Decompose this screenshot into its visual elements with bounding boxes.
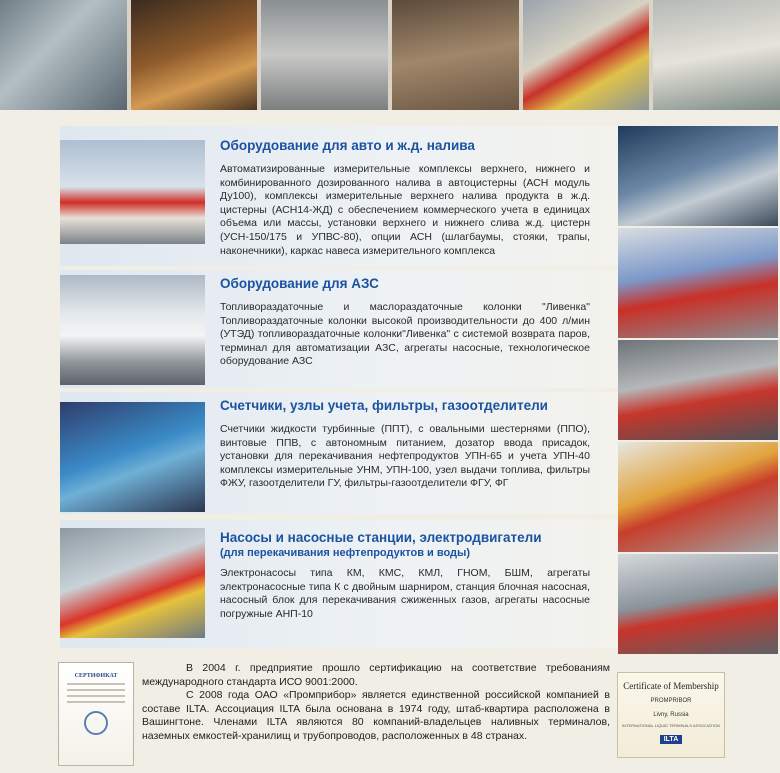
certificate-line xyxy=(67,701,125,703)
membership-title: Certificate of Membership xyxy=(623,681,719,691)
section-subtitle: (для перекачивания нефтепродуктов и воды) xyxy=(220,547,471,559)
photo-pump-assembly xyxy=(523,0,650,110)
image-tank-truck xyxy=(618,554,778,654)
image-metering-units xyxy=(60,402,205,512)
membership-association: INTERNATIONAL LIQUID TERMINALS ASSOCIATION xyxy=(622,723,720,728)
image-rail-terminal xyxy=(618,126,778,226)
photo-worker xyxy=(392,0,519,110)
section-body: Счетчики жидкости турбинные (ППТ), с овальными шестернями (ППО), винтовые ППВ, с автономным питанием, дозатор ввода присадок, установки для перекачивания нефтепродуктов УПН-65 и учета УПН-40 комплексы измерительные УНМ, УПН-100, узел выдачи топлива, фильтры ФЖУ, газоотделители ГУ, фильтры-газоотделители ФГУ, ФГ xyxy=(220,423,590,490)
section-title: Оборудование для АЗС xyxy=(220,276,379,291)
section-body: Электронасосы типа КМ, КМС, КМЛ, ГНОМ, БШМ, агрегаты электронасосные типа К с двойным шарниром, станция блочная насосная, насосный блок для перекачивания сжиженных газов, агрегаты насосные погружные АНП-10 xyxy=(220,567,590,620)
certificate-line xyxy=(67,683,125,685)
certificate-line xyxy=(67,695,125,697)
photo-welding xyxy=(131,0,258,110)
photo-assembly-line xyxy=(653,0,780,110)
image-tank-farm xyxy=(618,340,778,440)
image-filter-units xyxy=(618,442,778,552)
membership-location: Livny, Russia xyxy=(653,712,689,718)
certification-paragraph-iso: В 2004 г. предприятие прошло сертификацию на соответствие требованиям международного стандарта ИСО 9001:2000. xyxy=(142,662,610,688)
section-body: Топливораздаточные и маслораздаточные колонки "Ливенка" Топливораздаточные колонки высокой производительности до 400 л/мин (УТЭД) топливораздаточные колонки"Ливенка" с системой возврата паров, терминал для автоматизации АЗС, агрегаты насосные, технологическое оборудование АЗС xyxy=(220,301,590,368)
certificate-line xyxy=(67,689,125,691)
section-gas-station-equipment xyxy=(220,276,590,369)
certificate-heading: СЕРТИФИКАТ xyxy=(74,673,118,679)
section-pumps xyxy=(220,530,590,621)
section-title: Насосы и насосные станции, электродвигатели xyxy=(220,530,542,545)
image-loading-arms xyxy=(618,228,778,338)
ilta-membership-certificate xyxy=(617,672,725,758)
membership-company: PROMPRIBOR xyxy=(650,698,692,704)
section-title: Оборудование для авто и ж.д. налива xyxy=(220,138,475,153)
photo-cnc-machine xyxy=(0,0,127,110)
section-loading-equipment xyxy=(220,138,590,258)
photo-workshop xyxy=(261,0,388,110)
image-gas-station xyxy=(60,275,205,385)
top-photo-strip xyxy=(0,0,780,110)
certification-text xyxy=(142,662,610,744)
iso-certificate-image xyxy=(58,662,134,766)
image-pump-station xyxy=(60,528,205,638)
image-tanker-loading xyxy=(60,140,205,244)
section-title: Счетчики, узлы учета, фильтры, газоотделители xyxy=(220,398,548,413)
section-body: Автоматизированные измерительные комплексы верхнего, нижнего и комбинированного дозированного налива в автоцистерны (АСН модуль Ду100), комплексы измерительные верхнего налива продукта в ж.д. цистерны (АСН14-ЖД) с обеспечением коммерческого учета в единицах объема или массы, установки верхнего и нижнего слива ж.д. цистерн (УСН-150/175 и УПВС-80), опции АСН (шлагбаумы, стояки, трапы, наконечники), каркас навеса измерительного комплекса xyxy=(220,163,590,257)
ilta-logo-icon: ILTA xyxy=(660,735,683,744)
certificate-seal-icon xyxy=(84,711,108,735)
section-meters-filters xyxy=(220,398,590,491)
certification-paragraph-ilta: С 2008 года ОАО «Промприбор» является единственной российской компанией в составе ILTA. Ассоциация ILTA была основана в 1974 году, штаб-квартира расположена в Вашингтоне. Членами ILTA являются 80 компаний-владельцев наливных терминалов, наземных емкостей-хранилищ и трубопроводов, расположенных в 48 странах. xyxy=(142,689,610,742)
